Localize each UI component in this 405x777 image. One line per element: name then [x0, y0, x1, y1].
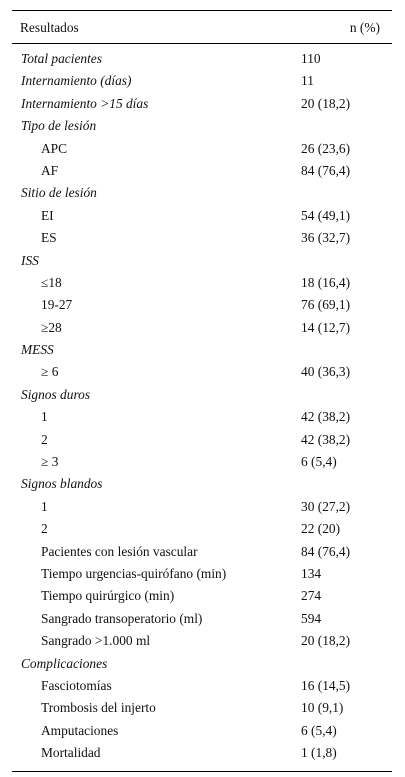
table-section-row: [12, 339, 392, 361]
row-value: 20 (18,2): [301, 633, 351, 649]
row-label: Amputaciones: [41, 722, 119, 738]
row-label: Internamiento (días): [21, 73, 132, 89]
row-value: 16 (14,5): [301, 677, 351, 693]
table-row: [12, 429, 392, 451]
row-value: 30 (27,2): [301, 498, 351, 514]
table-row: [12, 138, 392, 160]
row-value: 84 (76,4): [301, 162, 351, 178]
table-section-row: [12, 250, 392, 272]
row-value: 36 (32,7): [301, 230, 351, 246]
row-label: Complicaciones: [21, 655, 108, 671]
row-label: Tipo de lesión: [21, 118, 97, 134]
table-row: [12, 675, 392, 697]
table-row: [12, 697, 392, 719]
header-results-label: Resultados: [20, 20, 79, 35]
results-table: [12, 10, 392, 772]
row-value: 134: [301, 565, 322, 581]
row-label: 1: [41, 498, 48, 514]
row-value: 54 (49,1): [301, 207, 351, 223]
row-label: 19-27: [41, 297, 73, 313]
row-label: 1: [41, 409, 48, 425]
row-label: ≥28: [41, 319, 62, 335]
table-row: [12, 608, 392, 630]
row-value: 110: [301, 51, 321, 66]
row-value: 11: [301, 73, 314, 89]
row-value: 76 (69,1): [301, 297, 351, 313]
table-body: [12, 44, 392, 771]
table-row: [12, 496, 392, 518]
header-n-percent-label: n (%): [349, 20, 380, 35]
row-label: Tiempo urgencias-quirófano (min): [41, 565, 227, 581]
row-label: EI: [41, 207, 54, 223]
row-label: ≥ 3: [41, 454, 59, 470]
row-label: Signos blandos: [21, 476, 103, 492]
row-label: Trombosis del injerto: [41, 700, 156, 716]
row-value: 14 (12,7): [301, 319, 351, 335]
row-value: 594: [301, 610, 322, 626]
table-row: [12, 317, 392, 339]
row-value: 42 (38,2): [301, 431, 351, 447]
row-value: 20 (18,2): [301, 95, 351, 111]
row-value: 26 (23,6): [301, 140, 351, 156]
row-value: 274: [301, 588, 322, 604]
table-row: [12, 160, 392, 182]
table-row: [12, 205, 392, 227]
row-label: ES: [41, 230, 57, 246]
row-label: Pacientes con lesión vascular: [41, 543, 198, 559]
row-value: 40 (36,3): [301, 364, 351, 380]
row-label: Sangrado >1.000 ml: [41, 633, 151, 649]
row-value: 42 (38,2): [301, 409, 351, 425]
row-label: AF: [41, 162, 59, 178]
table-section-row: [12, 115, 392, 137]
row-value: 22 (20): [301, 521, 341, 537]
row-label: ≥ 6: [41, 364, 59, 380]
table-section-row: [12, 70, 392, 92]
row-label: Tiempo quirúrgico (min): [41, 588, 175, 604]
row-label: MESS: [21, 342, 54, 358]
row-value: 84 (76,4): [301, 543, 351, 559]
row-value: 6 (5,4): [301, 454, 337, 470]
table-row: [12, 227, 392, 249]
row-label: Sitio de lesión: [21, 185, 97, 201]
row-label: 2: [41, 431, 48, 447]
row-value: 1 (1,8): [301, 745, 337, 761]
table-row: [12, 585, 392, 607]
table-row: [12, 541, 392, 563]
row-label: Fasciotomías: [41, 677, 112, 693]
row-label: Internamiento >15 días: [21, 95, 149, 111]
row-label: Signos duros: [21, 386, 91, 402]
row-label: Sangrado transoperatorio (ml): [41, 610, 203, 626]
table-section-row: [12, 653, 392, 675]
table-row: [12, 406, 392, 428]
row-value: 10 (9,1): [301, 700, 344, 716]
table-row: [12, 720, 392, 742]
table-row: [12, 518, 392, 540]
table-section-row: [12, 384, 392, 406]
table-row: [12, 742, 392, 764]
row-value: 6 (5,4): [301, 722, 337, 738]
table-row: [12, 361, 392, 383]
table-header-row: [12, 11, 392, 43]
table-section-row: [12, 93, 392, 115]
table-row: [12, 563, 392, 585]
row-value: 18 (16,4): [301, 274, 351, 290]
table-section-row: [12, 473, 392, 495]
table-row: [12, 272, 392, 294]
row-label: ≤18: [41, 274, 62, 290]
table-bottom-rule: [12, 771, 392, 772]
table-section-row: [12, 48, 392, 70]
table-section-row: [12, 182, 392, 204]
table-row: [12, 630, 392, 652]
row-label: 2: [41, 521, 48, 537]
row-label: APC: [41, 140, 68, 156]
table-row: [12, 294, 392, 316]
row-label: Total pacientes: [21, 51, 102, 66]
table-row: [12, 451, 392, 473]
row-label: ISS: [21, 252, 39, 268]
row-label: Mortalidad: [41, 745, 101, 761]
